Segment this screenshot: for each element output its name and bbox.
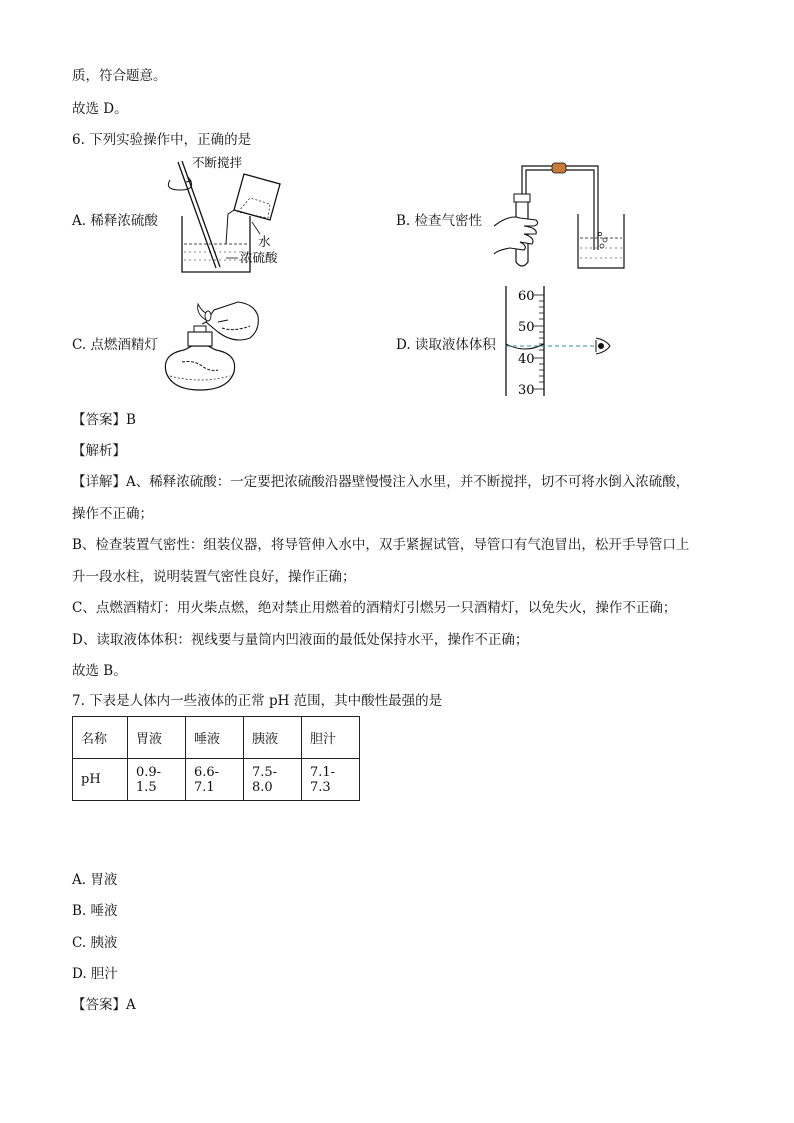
figure-dilute-acid — [160, 152, 320, 277]
analysis-line: D、读取液体体积：视线要与量筒内凹液面的最低处保持水平，操作不正确； — [72, 632, 529, 648]
table-cell: 0.9-1.5 — [128, 759, 186, 801]
tick-40: 40 — [518, 352, 535, 367]
text-line: 故选 D。 — [72, 101, 128, 117]
option-c-label: C. 点燃酒精灯 — [72, 337, 158, 353]
text-line: 质，符合题意。 — [72, 68, 167, 84]
label-water: 水 — [258, 234, 271, 249]
analysis-line: B、检查装置气密性：组装仪器，将导管伸入水中，双手紧握试管，导管口有气泡冒出，松开手导管口上 — [72, 537, 690, 553]
analysis-heading: 【解析】 — [72, 443, 126, 459]
option-c: C. 胰液 — [72, 935, 118, 951]
figure-measuring-cylinder — [496, 282, 616, 398]
table-cell: 7.1-7.3 — [302, 759, 360, 801]
table-row — [73, 759, 360, 801]
ph-table — [72, 716, 360, 801]
analysis-line: C、点燃酒精灯：用火柴点燃，绝对禁止用燃着的酒精灯引燃另一只酒精灯，以免失火，操作不正确； — [72, 600, 677, 616]
table-cell: 唾液 — [186, 717, 244, 759]
option-a-label: A. 稀释浓硫酸 — [72, 213, 158, 229]
option-d-label: D. 读取液体体积 — [396, 337, 496, 353]
tick-60: 60 — [518, 289, 535, 304]
option-a: A. 胃液 — [72, 872, 118, 888]
option-b-label: B. 检查气密性 — [396, 213, 483, 229]
table-row — [73, 717, 360, 759]
option-b: B. 唾液 — [72, 903, 118, 919]
label-stir: 不断搅拌 — [192, 155, 243, 170]
answer-7: 【答案】A — [72, 997, 136, 1013]
table-cell: 7.5-8.0 — [244, 759, 302, 801]
analysis-line: 操作不正确； — [72, 506, 153, 522]
table-cell: 6.6-7.1 — [186, 759, 244, 801]
label-acid: 浓硫酸 — [240, 250, 278, 265]
table-cell: 胰液 — [244, 717, 302, 759]
analysis-line: 故选 B。 — [72, 663, 127, 679]
table-cell: pH — [73, 759, 128, 801]
analysis-line: 【详解】A、稀释浓硫酸：一定要把浓硫酸沿器壁慢慢注入水里，并不断搅拌，切不可将水倒入浓硫酸， — [72, 474, 690, 490]
question-7: 7. 下表是人体内一些液体的正常 pH 范围，其中酸性最强的是 — [72, 693, 443, 709]
tick-30: 30 — [518, 383, 535, 398]
figure-alcohol-lamp — [158, 292, 278, 396]
analysis-line: 升一段水柱，说明装置气密性良好，操作正确； — [72, 569, 356, 585]
table-cell: 胆汁 — [302, 717, 360, 759]
tick-50: 50 — [518, 320, 535, 335]
answer-6: 【答案】B — [72, 412, 136, 428]
figure-airtightness — [490, 158, 630, 276]
option-d: D. 胆汁 — [72, 966, 118, 982]
question-6: 6. 下列实验操作中，正确的是 — [72, 132, 252, 148]
table-cell: 名称 — [73, 717, 128, 759]
table-cell: 胃液 — [128, 717, 186, 759]
